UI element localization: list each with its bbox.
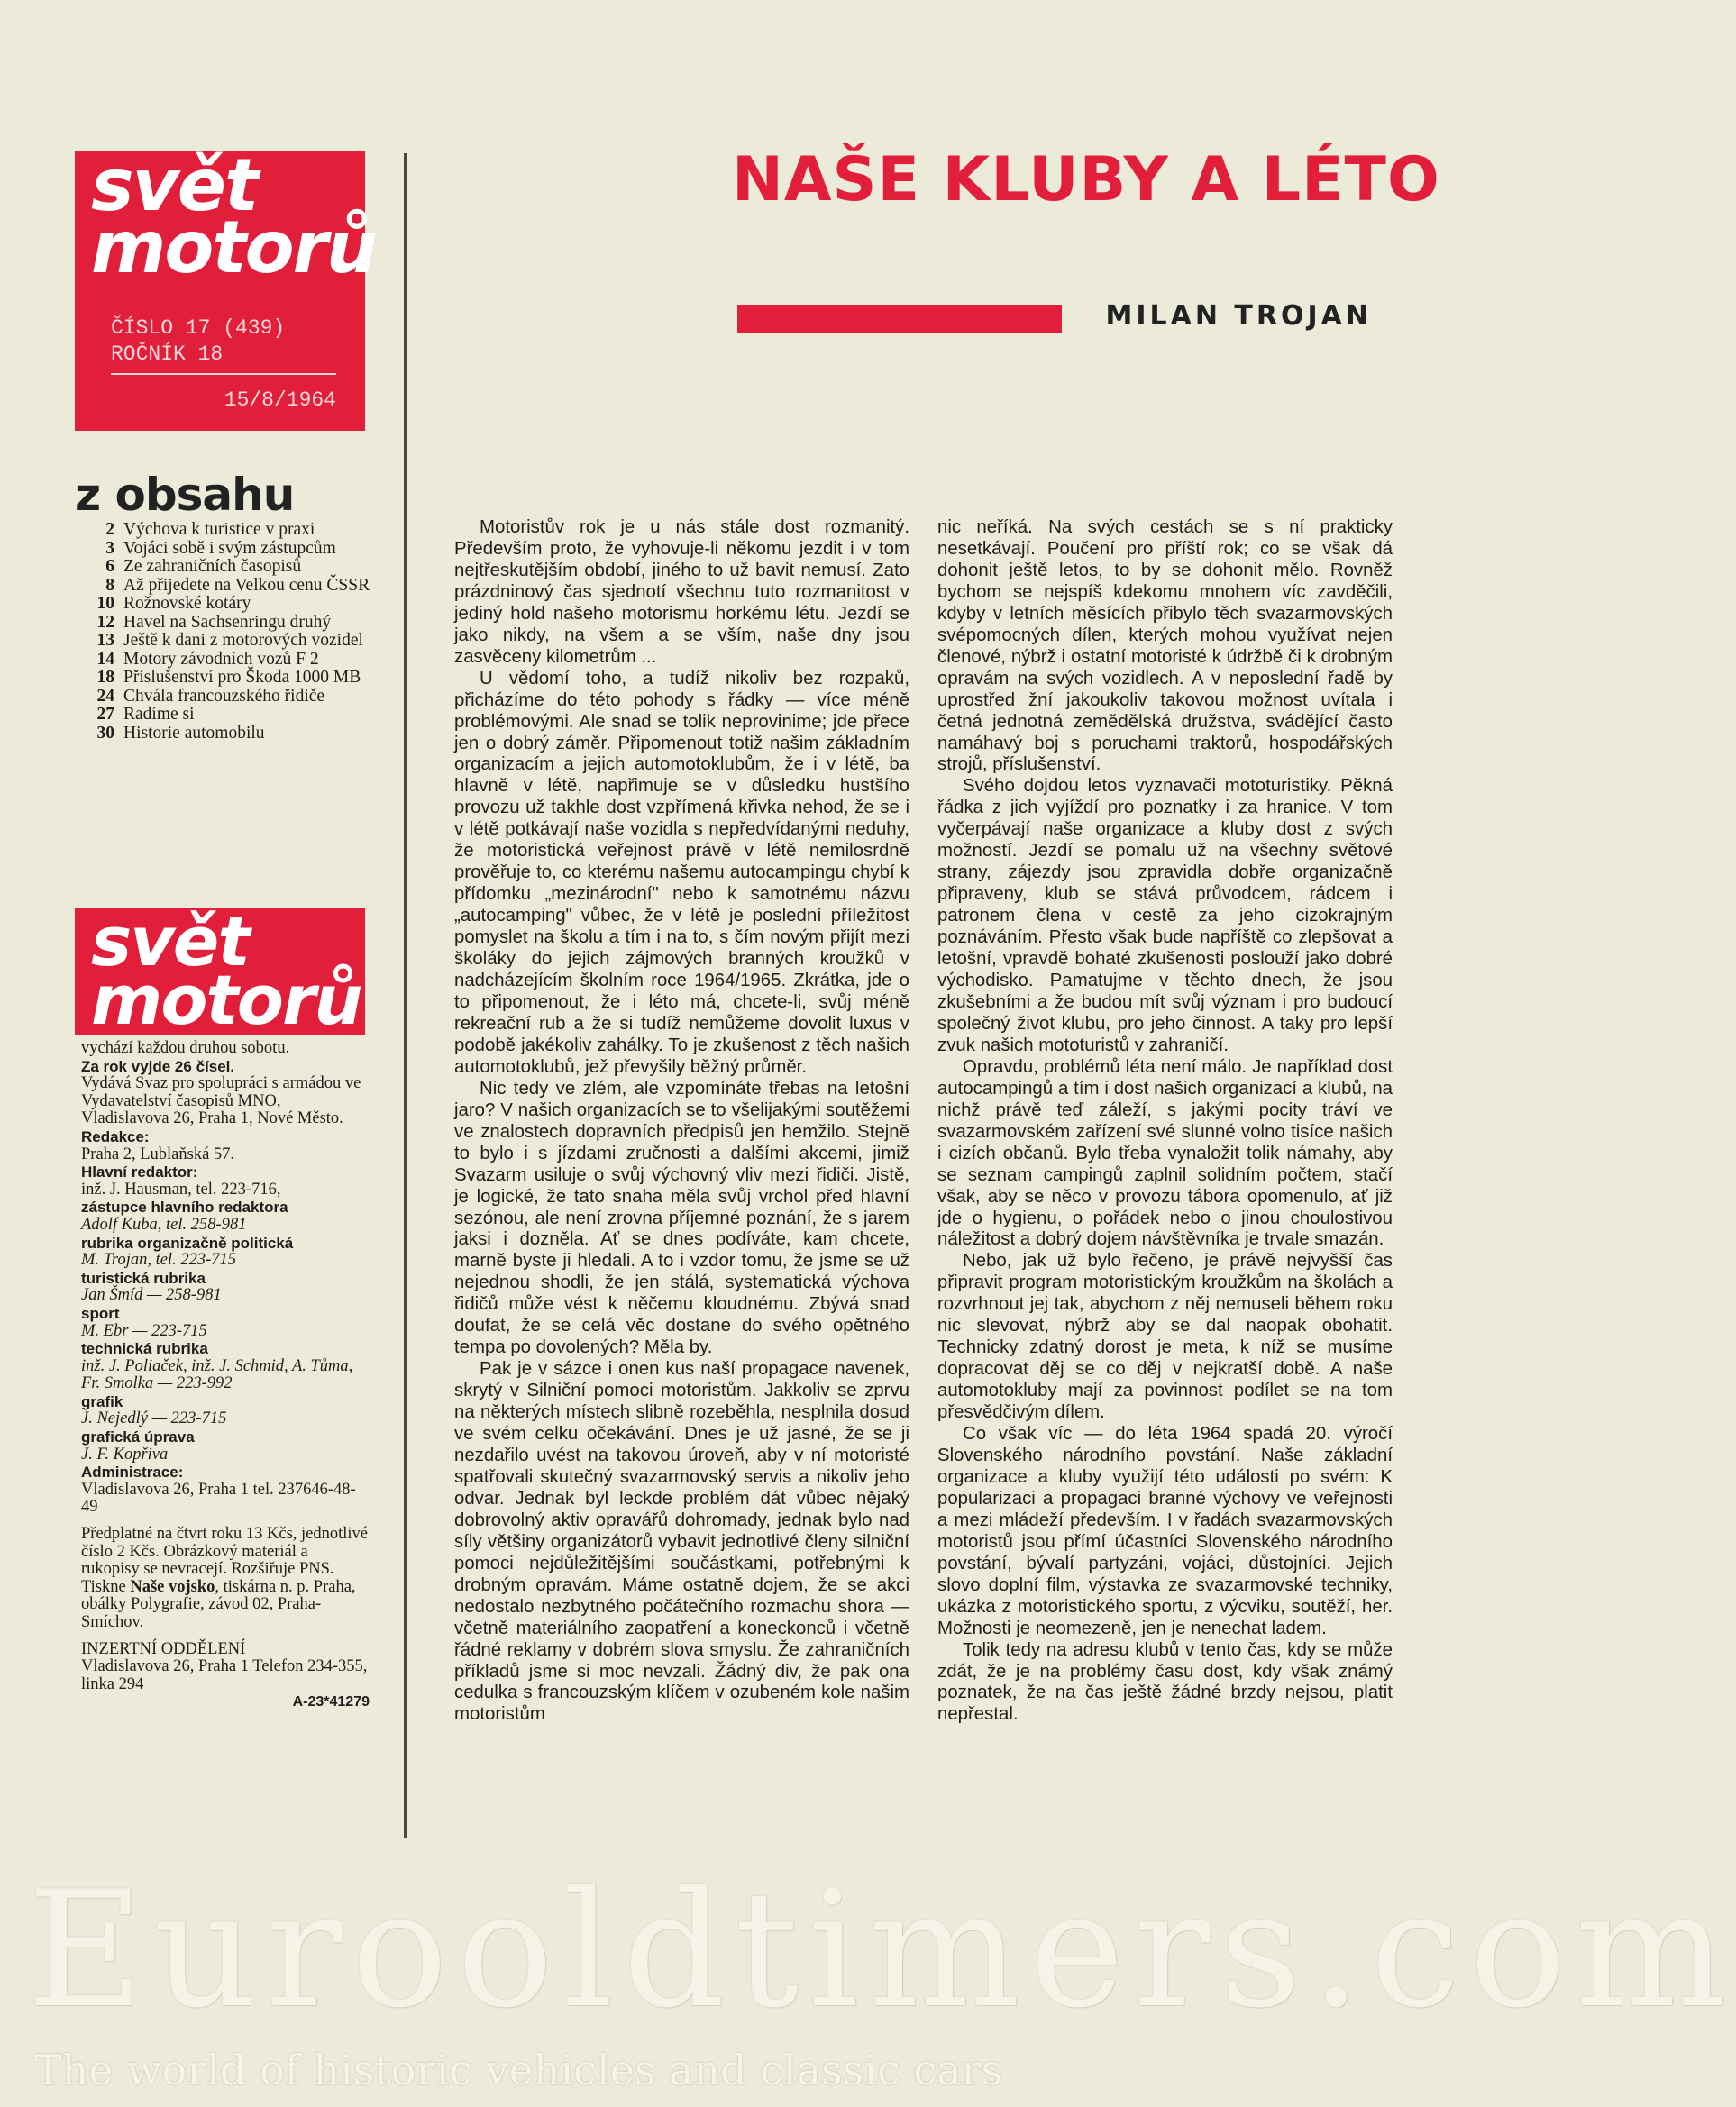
contents-item-title: Historie automobilu bbox=[123, 723, 265, 743]
contents-page-number: 12 bbox=[96, 612, 114, 632]
article-column-1 bbox=[454, 517, 909, 1726]
contents-item bbox=[75, 632, 372, 651]
imprint-value: M. Trojan, tel. 223-715 bbox=[81, 1251, 236, 1270]
contents-item-title: Radíme si bbox=[123, 705, 195, 724]
contents-page-number: 13 bbox=[96, 631, 114, 650]
contents-page-number: 27 bbox=[96, 705, 114, 724]
contents-page-number: 24 bbox=[96, 686, 114, 706]
contents-item-title: Příslušenství pro Škoda 1000 MB bbox=[123, 668, 361, 687]
contents-page-number: 18 bbox=[96, 668, 114, 687]
logo-line-1: svět bbox=[91, 143, 258, 227]
contents-page-number: 10 bbox=[96, 594, 114, 613]
contents-item-title: Motory závodních vozů F 2 bbox=[123, 649, 319, 669]
imprint-value: M. Ebr — 223-715 bbox=[81, 1321, 207, 1340]
contents-item-title: Vojáci sobě i svým zástupcům bbox=[123, 538, 336, 558]
volume-number: ROČNÍK 18 bbox=[111, 342, 224, 366]
imprint-label: Administrace: bbox=[81, 1464, 184, 1482]
contents-item bbox=[75, 725, 372, 743]
contents-item-title: Havel na Sachsenringu druhý bbox=[123, 612, 332, 632]
imprint-ad-ref: A-23*41279 bbox=[292, 1694, 370, 1710]
imprint-value: inž. J. Hausman, tel. 223-716, bbox=[81, 1180, 281, 1199]
issue-info bbox=[111, 315, 354, 413]
masthead-block-small bbox=[75, 901, 365, 1041]
article-paragraph: Svého dojdou letos vyznavači mototuristiky. Pěkná řádka z jich vyjíždí pro poznatky i za hranice. V tom vyčerpávají naše organizace a kluby dost z svých možností. Jezdí se pomalu už na všechny světové strany, zájezdy jsou zpravidla dobře organizačně připraveny, klub se stává průvodcem, rádcem i patronem člena v cestě za jeho cizokrajným poznáváním. Přesto však bude napříště co zlepšovat a letošní, vpravdě bohaté zkušenosti poslouží jako dobré východisko. Pamatujme v těchto dnech, že jsou zkušebními a že budou mít svůj význam i pro budoucí společný život klubu, pro jeho činnost. A taky pro lepší zvuk našich mototuristů v zahraničí. bbox=[937, 776, 1393, 1055]
watermark: Eurooldtimers.com bbox=[27, 1856, 1736, 2043]
imprint-label: Redakce: bbox=[81, 1127, 150, 1145]
contents-item bbox=[75, 706, 372, 725]
article-paragraph: Co však víc — do léta 1964 spadá 20. výročí Slovenského národního povstání. Naše základní organizace a kluby využijí této události po svém: K popularizaci a propagaci branné výchovy ve veřejnosti a mezi mládeží především. I v řadách svazarmovských motoristů jsou přímí účastníci Slovenského národního povstání, bývalí partyzáni, vojáci, důstojníci. Jejich slovo doplní film, výstavka ze svazarmovské techniky, ukázka z motoristického sportu, z výcviku, soutěží, her. Možnosti je neomezeně, jen je nenechat ladem. bbox=[937, 1424, 1393, 1638]
article-paragraph: Pak je v sázce i onen kus naší propagace navenek, skrytý v Silniční pomoci motoristům. Jakkoliv se zprvu na některých místech slibně rozeběhla, nesplnila dosud ve svém celku očekávání. Dnes je už jasné, že se ji nezdařilo uvést na takovou úroveň, aby v ní motoristé spatřovali skutečný svazarmovský servis a nikoliv jeho odvar. Jednak byl leckde problém dát vůbec nějaký dobrovolný aktiv opravářů dohromady, jednak bylo nad síly většiny organizátorů vybavit jednotlivé členy silniční pomoci nejdůležitějšími součástkami, potřebnými k drobným opravám. Máme ostatně dojem, že se akci nedostalo nezbytného počátečního rozmachu shora — včetně materiálního zaopatření a koneckonců i včetně řádné reklamy v dobrém slova smyslu. Že zahraničních příkladů jsme si moc nevzali. Žádný div, že pak ona cedulka s francouzským klíčem v ozubeném kole našim motoristům bbox=[454, 1359, 909, 1725]
contents-item-title: Ze zahraničních časopisů bbox=[123, 557, 302, 576]
article-paragraph: Opravdu, problémů léta není málo. Je například dost autocampingů a tím i dost našich organizací a klubů, na nichž právě teď záleží, s jakými pocity tráví ve svazarmovském zařízení své slunné volno tisíce našich i cizích občanů. Bylo třeba vynaložit tolik námahy, aby se seznam campingů zaplnil solidním počtem, stačí však, aby se něco v provozu tábora opomenulo, ať již jde o hygienu, o pořádek nebo o jinou choulostivou náležitost a dobrý dojem návštěvníka je trvale smazán. bbox=[937, 1056, 1393, 1250]
logo-line-1: svět bbox=[91, 901, 249, 981]
contents-page-number: 14 bbox=[96, 649, 114, 669]
imprint-label: grafická úprava bbox=[81, 1428, 195, 1446]
contents-item bbox=[75, 614, 372, 633]
article-paragraph: Nic tedy ve zlém, ale vzpomínáte třebas na letošní jaro? V našich organizacích se to všelijakými soutěžemi ve znalostech dopravních předpisů jen hemžilo. Stejně to bylo i s jízdami zručnosti a dalšími akcemi, jimiž Svazarm usiluje o svůj výchovný vliv mezi řidiči. Jistě, je logické, že tato snaha měla svůj vrchol před hlavní sezónou, ale není zrovna příjemné poznání, že s jarem jaksi i dozněla. Ať se dnes podíváte, kam chcete, marně byste ji hledali. A to i vzdor tomu, že jsme se už nejednou shodli, že jen stálá, systematická výchova řidičů může vést k něčemu kloudnému. Zbývá snad doufat, že se celá věc dostane do svého opětného tempa po dovolených? Měla by. bbox=[454, 1078, 909, 1358]
imprint-value: Jan Šmíd — 258-981 bbox=[81, 1286, 222, 1305]
contents-item bbox=[75, 577, 372, 596]
imprint-value: J. Nejedlý — 223-715 bbox=[81, 1409, 227, 1428]
contents-item-title: Výchova k turistice v praxi bbox=[123, 520, 315, 539]
article-column-2 bbox=[937, 517, 1393, 1726]
imprint-value: inž. J. Poliaček, inž. J. Schmid, A. Tůma, Fr. Smolka — 223-992 bbox=[81, 1356, 353, 1393]
contents-item bbox=[75, 558, 372, 577]
imprint-label: technická rubrika bbox=[81, 1340, 208, 1358]
masthead-logo bbox=[91, 143, 376, 289]
imprint-label: turistická rubrika bbox=[81, 1269, 206, 1287]
masthead-logo-small bbox=[91, 901, 361, 1041]
article-paragraph: Motoristův rok je u nás stále dost rozmanitý. Především proto, že vyhovuje-li někomu jezdit i v tom nejtřeskutějším období, jiného to už bavit nemusí. Zato prázdninový čas sjednotí všechnu tuto rozmanitost v jediný hold našeho motorismu horkému létu. Jezdí se jako nikdy, na všem a se vším, naše dny jsou zasvěceny kilometrům ... bbox=[454, 517, 909, 667]
watermark-tagline: The world of historic vehicles and classic cars bbox=[34, 2046, 1003, 2094]
contents-item-title: Ještě k dani z motorových vozidel bbox=[123, 631, 363, 650]
imprint-label: rubrika organizačně politická bbox=[81, 1234, 294, 1252]
column-divider bbox=[404, 153, 407, 1838]
article-author: MILAN TROJAN bbox=[1105, 300, 1372, 332]
masthead-block bbox=[75, 143, 376, 431]
imprint-ads: Vladislavova 26, Praha 1 Telefon 234-355, linka 294 bbox=[81, 1657, 368, 1693]
imprint-label: grafik bbox=[81, 1392, 123, 1410]
article-headline: NAŠE KLUBY A LÉTO bbox=[732, 144, 1440, 215]
imprint-value: Praha 2, Lublaňská 57. bbox=[81, 1145, 235, 1163]
contents-item bbox=[75, 540, 372, 559]
contents-page-number: 30 bbox=[96, 723, 114, 743]
article-paragraph: Nebo, jak už bylo řečeno, je právě nejvyšší čas připravit program motoristickým kroužkům na školách a rozvrhnout jej tak, abychom z něj nemuseli během roku nic slevovat, nýbrž aby se dal naopak obohatit. Technicky zdatný dorost je meta, k níž se musíme dopracovat děj se co děj v nejkratší době. A naše automotokluby mají za povinnost podílet se na tom přesvědčivým dílem. bbox=[937, 1251, 1393, 1423]
contents-item-title: Chvála francouzského řidiče bbox=[123, 686, 325, 706]
article-paragraph: nic neříká. Na svých cestách se s ní prakticky nesetkávají. Poučení pro příští rok; co se však dá dohonit ještě letos, to by se dohonit mělo. Rovněž bychom se nejspíš kdekomu mnohem víc zavděčili, kdyby v letních měsících přibylo těch svazarmovských svépomocných dílen, kterých mohou využívat nejen členové, nýbrž i ostatní motoristé k údržbě či k drobným opravám na svých vozidlech. A v neposlední řadě by uprostřed žní jakoukoliv takovou možnost uvítala i četná jednotná zemědělská družstva, svádějící často namáhavý boj s poruchami traktorů, hospodářských strojů, příslušenství. bbox=[937, 517, 1393, 775]
imprint-value: Adolf Kuba, tel. 258-981 bbox=[81, 1215, 247, 1234]
contents-page-number: 3 bbox=[105, 538, 114, 558]
contents-item bbox=[75, 521, 372, 540]
contents-page-number: 2 bbox=[105, 520, 114, 539]
imprint-frequency: vychází každou druhou sobotu. bbox=[81, 1039, 290, 1057]
imprint-yearly: Za rok vyjde 26 čísel. bbox=[81, 1057, 235, 1075]
article-paragraph: Tolik tedy na adresu klubů v tento čas, kdy se může zdát, že je na problémy času dost, kdy však známý poznatek, že na čas ještě žádné brzdy nejsou, platit nepřestal. bbox=[937, 1639, 1393, 1725]
contents-item bbox=[75, 651, 372, 670]
imprint-value: Vladislavova 26, Praha 1 tel. 237646-48-49 bbox=[81, 1480, 356, 1517]
contents-page-number: 6 bbox=[105, 557, 114, 576]
contents-item-title: Až přijedete na Velkou cenu ČSSR bbox=[123, 575, 370, 595]
imprint bbox=[81, 1040, 370, 1711]
logo-line-2: motorů bbox=[91, 205, 376, 289]
imprint-label: zástupce hlavního redaktora bbox=[81, 1199, 288, 1217]
issue-divider bbox=[111, 373, 336, 375]
imprint-printer bbox=[81, 1579, 370, 1632]
contents-title: z obsahu bbox=[75, 469, 295, 521]
imprint-printer-name: Naše vojsko bbox=[130, 1577, 215, 1596]
imprint-subscription: Předplatné na čtvrt roku 13 Kčs, jednotlivé číslo 2 Kčs. Obrázkový materiál a rukopisy se nevracejí. Rozšiřuje PNS. bbox=[81, 1525, 369, 1579]
contents-item bbox=[75, 688, 372, 707]
accent-bar bbox=[737, 305, 1062, 333]
issue-number: ČÍSLO 17 (439) bbox=[111, 316, 286, 340]
imprint-printer-rest: , tiskárna n. p. Praha, obálky Polygrafie, závod 02, Praha-Smíchov. bbox=[81, 1577, 356, 1631]
contents-item bbox=[75, 669, 372, 688]
imprint-printer-prefix: Tiskne bbox=[81, 1577, 126, 1596]
table-of-contents bbox=[75, 521, 372, 743]
imprint-publisher: Vydává Svaz pro spolupráci s armádou ve Vydavatelství časopisů MNO, Vladislavova 26, Praha 1, Nové Město. bbox=[81, 1074, 361, 1128]
imprint-value: J. F. Kopřiva bbox=[81, 1445, 169, 1464]
contents-page-number: 8 bbox=[105, 575, 114, 595]
imprint-label: Hlavní redaktor: bbox=[81, 1163, 198, 1181]
logo-line-2: motorů bbox=[91, 960, 361, 1041]
issue-date: 15/8/1964 bbox=[224, 388, 336, 412]
contents-item bbox=[75, 595, 372, 614]
imprint-ads-label: INZERTNÍ ODDĚLENÍ bbox=[81, 1639, 246, 1658]
contents-item-title: Rožnovské kotáry bbox=[123, 594, 251, 613]
imprint-label: sport bbox=[81, 1304, 120, 1322]
article-paragraph: U vědomí toho, a tudíž nikoliv bez rozpaků, přicházíme do této pohody s řádky — více méně problémovými. Ale snad se tolik neprovinime; jde přece jen o dobrý záměr. Připomenout totiž našim základním organizacím a jejich automotoklubům, že i v létě, ba hlavně v létě, napřimuje se v důsledku hustšího provozu už takhle dost vzpřímená křivka nehod, že se i v létě potkávají naše vozidla s nepředvídanými neduhy, že motoristická veřejnost právě v létě nemilosrdně prověřuje to, co kterému našemu autocampingu chybí k přídomku „mezinárodní" nebo k samotnému názvu „autocamping" vůbec, že v létě je poslední příležitost pomyslet na školu a tím i na to, s čím novým přijít mezi školáky do jejich zájmových branných kroužků v nadcházejícím školním roce 1964/1965. Zkrátka, jde o to připomenout, že i léto má, chcete-li, svůj méně rekreační rub a že si tudíž nemůžeme dovolit luxus v podobě jakékoliv zahálky. To je zkušenost z těch našich automotoklubů, jež převyšily běžný průměr. bbox=[454, 668, 909, 1077]
